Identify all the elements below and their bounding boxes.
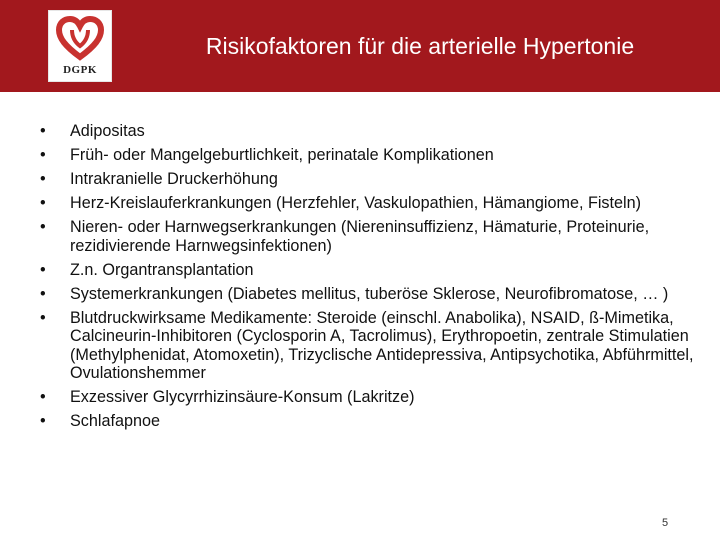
list-item (40, 194, 700, 213)
list-item (40, 218, 700, 255)
list-item (40, 285, 700, 304)
list-item-text: Systemerkrankungen (Diabetes mellitus, tuberöse Sklerose, Neurofibromatose, … ) (70, 284, 669, 303)
title-bar (0, 0, 720, 92)
list-item-text: Herz-Kreislauferkrankungen (Herzfehler, Vaskulopathien, Hämangiome, Fisteln) (70, 194, 642, 212)
list-item-text: Blutdruckwirksame Medikamente: Steroide (einschl. Anabolika), NSAID, ß-Mimetika, Calcineurin-Inhibitoren (Cyclosporin A, Tacrolimus), Erythropoetin, zentrale Stimulatien (Methylphenidat, Atomoxetin), Trizyclische Antidepressiva, Antipsychotika, Abführmittel, Ovulationshemmer (70, 308, 694, 382)
list-item (40, 146, 700, 165)
bullet-icon: • (40, 194, 46, 212)
dgpk-logo (48, 10, 112, 82)
logo-text: DGPK (63, 64, 97, 76)
list-item-text: Nieren- oder Harnwegserkrankungen (Niereninsuffizienz, Hämaturie, Proteinurie, rezidivierende Harnwegsinfektionen) (70, 218, 650, 255)
list-item-text: Früh- oder Mangelgeburtlichkeit, perinatale Komplikationen (70, 146, 494, 164)
list-item (40, 170, 700, 189)
list-item-text: Schlafapnoe (70, 412, 161, 430)
list-item (40, 412, 700, 431)
list-item (40, 122, 700, 141)
risk-factor-list (40, 122, 700, 436)
bullet-icon: • (40, 388, 46, 406)
bullet-icon: • (40, 260, 46, 279)
list-item-text: Exzessiver Glycyrrhizinsäure-Konsum (Lakritze) (70, 388, 415, 406)
list-item-text: Adipositas (70, 122, 145, 140)
list-item (40, 261, 700, 280)
slide-title: Risikofaktoren für die arterielle Hypertonie (205, 33, 635, 59)
heart-logo-icon (55, 15, 105, 63)
bullet-icon: • (40, 146, 46, 164)
bullet-icon: • (40, 170, 46, 188)
list-item-text: Z.n. Organtransplantation (70, 260, 254, 279)
bullet-icon: • (40, 284, 46, 303)
bullet-icon: • (40, 308, 46, 327)
bullet-icon: • (40, 412, 46, 430)
list-item (40, 388, 700, 407)
bullet-icon: • (40, 122, 46, 140)
list-item (40, 309, 700, 383)
list-item-text: Intrakranielle Druckerhöhung (70, 170, 278, 188)
bullet-icon: • (40, 218, 46, 236)
page-number: 5 (662, 517, 669, 529)
